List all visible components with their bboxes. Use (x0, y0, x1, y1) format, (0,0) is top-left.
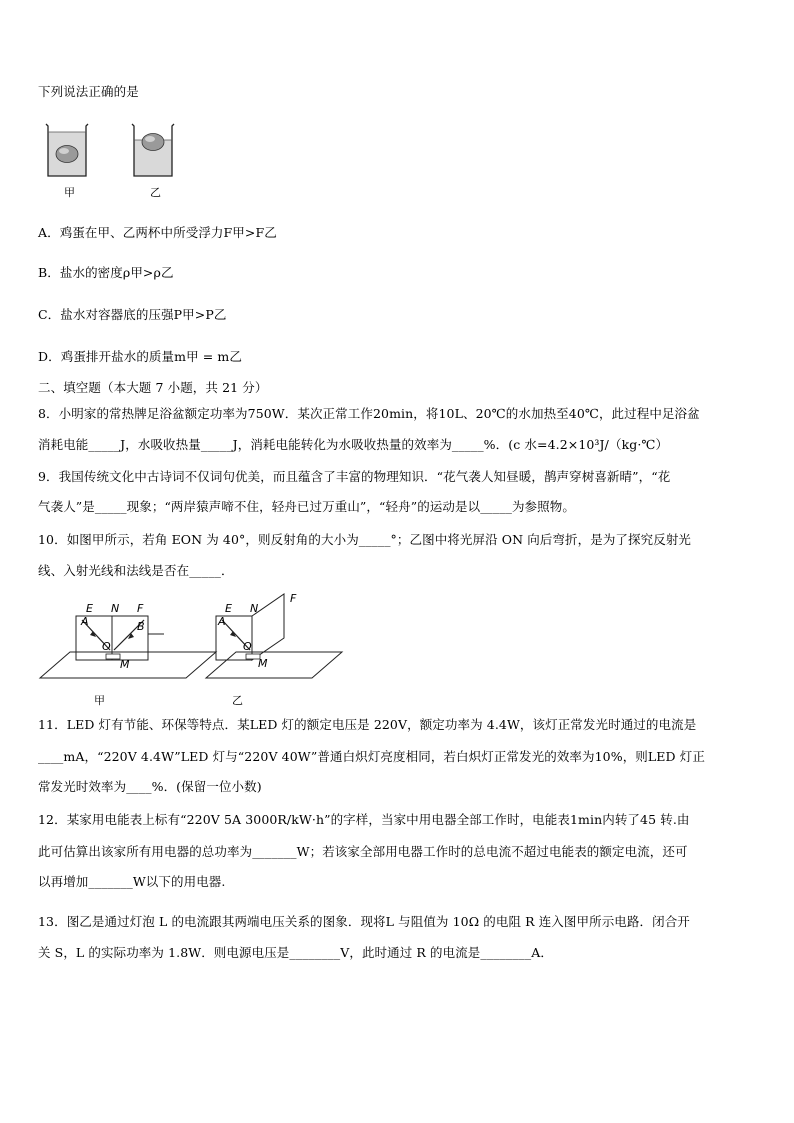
label-a-yi: A (218, 615, 226, 628)
reflection-caption-jia: 甲 (94, 694, 105, 707)
beaker-label-yi: 乙 (150, 186, 161, 199)
option-a: A．鸡蛋在甲、乙两杯中所受浮力F甲>F乙 (38, 225, 277, 240)
label-b-jia: B (137, 620, 145, 633)
q13-line-1: 13．图乙是通过灯泡 L 的电流跟其两端电压关系的图象．现将L 与阻值为 10Ω 的电阻 R 连入图甲所示电路．闭合开 (38, 914, 690, 929)
label-e-jia: E (86, 602, 93, 615)
label-f-jia: F (137, 602, 144, 615)
option-c: C．盐水对容器底的压强P甲>P乙 (38, 307, 227, 322)
option-b: B．盐水的密度ρ甲>ρ乙 (38, 265, 174, 280)
label-m-jia: M (120, 658, 130, 671)
option-d: D．鸡蛋排开盐水的质量m甲 = m乙 (38, 349, 242, 364)
label-n-yi: N (250, 602, 259, 615)
q13-line-2: 关 S，L 的实际功率为 1.8W．则电源电压是________V，此时通过 R 的电流是________A． (38, 945, 553, 960)
q9-line-2: 气袭人”是_____现象；“两岸猿声啼不住，轻舟已过万重山”，“轻舟”的运动是以_____为参照物。 (38, 499, 575, 514)
q10-line-2: 线、入射光线和法线是否在_____． (38, 563, 234, 578)
reflection-caption-yi: 乙 (232, 694, 243, 707)
label-a-jia: A (81, 615, 89, 628)
label-f-yi: F (290, 592, 297, 605)
q11-line-1: 11．LED 灯有节能、环保等特点．某LED 灯的额定电压是 220V，额定功率为 4.4W，该灯正常发光时通过的电流是 (38, 717, 697, 732)
q8-line-2: 消耗电能_____J，水吸收热量_____J，消耗电能转化为水吸收热量的效率为_____%．(c 水=4.2×10³J/（kg·℃） (38, 437, 669, 452)
q11-line-3: 常发光时效率为____%．(保留一位小数) (38, 779, 262, 794)
label-o-jia: O (102, 640, 111, 653)
label-o-yi: O (243, 640, 252, 653)
q12-line-2: 此可估算出该家所有用电器的总功率为_______W；若该家全部用电器工作时的总电流不超过电能表的额定电流，还可 (38, 844, 688, 859)
label-n-jia: N (111, 602, 120, 615)
q11-line-2: ____mA，“220V 4.4W”LED 灯与“220V 40W”普通白炽灯亮度相同，若白炽灯正常发光的效率为10%，则LED 灯正 (38, 749, 705, 764)
q8-line-1: 8．小明家的常热牌足浴盆额定功率为750W．某次正常工作20min，将10L、20℃的水加热至40℃，此过程中足浴盆 (38, 406, 700, 421)
section-heading: 二、填空题（本大题 7 小题，共 21 分） (38, 380, 268, 395)
q9-line-1: 9．我国传统文化中古诗词不仅词句优美，而且蕴含了丰富的物理知识．“花气袭人知昼暖，鹊声穿树喜新晴”，“花 (38, 469, 671, 484)
label-m-yi: M (258, 657, 268, 670)
beaker-label-jia: 甲 (64, 186, 75, 199)
q12-line-3: 以再增加_______W以下的用电器. (38, 874, 226, 889)
beaker-yi (132, 124, 174, 176)
question-intro: 下列说法正确的是 (38, 84, 139, 99)
beaker-figure (40, 118, 190, 198)
label-e-yi: E (225, 602, 232, 615)
q12-line-1: 12．某家用电能表上标有“220V 5A 3000R/kW·h”的字样，当家中用电器全部工作时，电能表1min内转了45 转.由 (38, 812, 690, 827)
q10-line-1: 10．如图甲所示，若角 EON 为 40°，则反射角的大小为_____°；乙图中将光屏沿 ON 向后弯折，是为了探究反射光 (38, 532, 692, 547)
beaker-jia (46, 124, 88, 176)
